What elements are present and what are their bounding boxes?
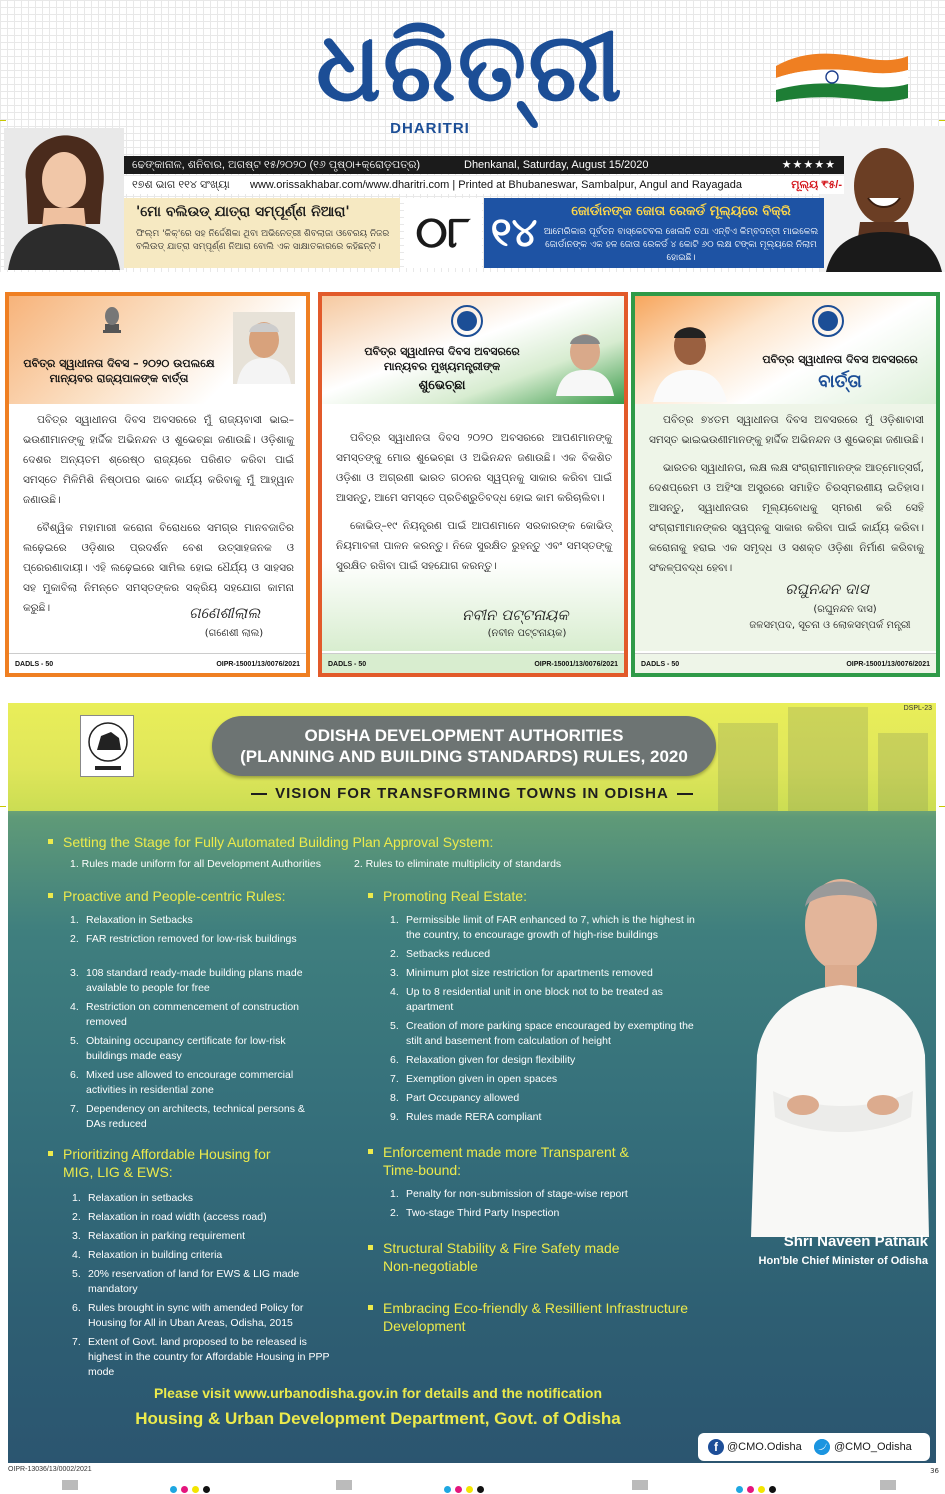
cm-portrait <box>552 326 618 396</box>
bullet-icon <box>368 893 373 898</box>
minister-portrait <box>649 316 731 402</box>
cm-title-caption: Hon'ble Chief Minister of Odisha <box>758 1255 928 1267</box>
registration-bar <box>62 1480 78 1490</box>
cm-message-heading-greeting: ଶୁଭେଚ୍ଛା <box>418 378 466 393</box>
bullet-icon <box>48 839 53 844</box>
odisha-emblem-icon <box>811 304 845 338</box>
dateline <box>124 156 844 174</box>
advert-vision-line <box>200 785 744 802</box>
section-heading-enforcement: Enforcement made more Transparent & Time-bound: <box>368 1143 629 1179</box>
teaser-jordan-body: ଆମେରିକାର ପୂର୍ବତନ ବାସ୍କେଟବଲ ଖେଳାଳି ତଥା ଏନ୍‌ବିଏ କିମ୍ବଦନ୍ତୀ ମାଇକେଲ ଜୋର୍ଡାନଙ୍କ ଏକ ହଳ ଜୋତା ରେକର୍ଡ ୪ କୋଟି ୬୦ ଲକ୍ଷ ଟଙ୍କା ମୂଲ୍ୟରେ ନିଲାମ ହୋଇଛି। <box>543 227 819 263</box>
registration-dots <box>736 1478 780 1490</box>
list-item: 6. Mixed use allowed to encourage commercial activities in residential zone <box>70 1069 294 1096</box>
list-item: 5. 20% reservation of land for EWS & LIG made mandatory <box>72 1268 300 1295</box>
registration-dots <box>170 1478 214 1490</box>
list-item: 6. Rules brought in sync with amended Policy for Housing for All in Uban Areas, Odisha, 2015 <box>72 1302 304 1329</box>
list-item: 4. Up to 8 residential unit in one block not to be treated as apartment <box>390 986 663 1013</box>
list-item: 8. Part Occupancy allowed <box>390 1092 520 1104</box>
websites-print-info: www.orissakhabar.com/www.dharitri.com | Printed at Bhubaneswar, Sambalpur, Angul and Rayagada <box>250 179 743 191</box>
social-handles <box>698 1433 930 1461</box>
independence-day-messages <box>5 292 940 677</box>
minister-message-heading-title: ବାର୍ତ୍ତା <box>818 371 862 392</box>
dateline-english: Dhenkanal, Saturday, August 15/2020 <box>464 159 649 171</box>
odisha-emblem-icon <box>81 716 135 778</box>
odisha-development-advert <box>8 703 936 1463</box>
registration-bar <box>880 1480 896 1490</box>
minister-signature: ରଘୁନନ୍ଦନ ଦାସ <box>785 580 869 598</box>
minister-message <box>631 292 940 677</box>
list-item: 1. Penalty for non-submission of stage-wise report <box>390 1188 628 1200</box>
release-code-right: OIPR-15001/13/0076/2021 <box>216 661 300 668</box>
bullet-icon <box>368 1149 373 1154</box>
odisha-govt-logo <box>80 715 134 777</box>
list-item: 7. Exemption given in open spaces <box>390 1073 558 1085</box>
list-item: 1. Permissible limit of FAR enhanced to 7, which is the highest in the country, to encourage growth of high-rise buildings <box>390 914 695 941</box>
section-heading-proactive: Proactive and People-centric Rules: <box>48 887 286 905</box>
minister-message-para2: ଭାରତର ସ୍ୱାଧୀନତା, ଲକ୍ଷ ଲକ୍ଷ ସଂଗ୍ରାମୀମାନଙ୍କ ଆତ୍ମୋତ୍ସର୍ଗ, ଦେଶପ୍ରେମ ଓ ଅହିଂସା ଅସ୍ତ୍ରରେ ସମାହିତ ଚିରସ୍ମରଣୀୟ ଇତିହାସ। ଆସନ୍ତୁ, ସ୍ୱାଧୀନତାର ମୂଲ୍ୟବୋଧକୁ ସ୍ମରଣ କରି ସେହି ସଂଗ୍ରାମୀମାନଙ୍କର ସ୍ୱପ୍ନକୁ ସାକାର କରିବା ପାଇଁ କାର୍ଯ୍ୟ କରିବା। କରୋନାକୁ ହରାଇ ଏକ ସମୃଦ୍ଧ ଓ ସଶକ୍ତ ଓଡ଼ିଶା ନିର୍ମାଣ କରିବାକୁ ସଂକଳ୍ପବଦ୍ଧ ହେବା। <box>649 462 924 574</box>
bullet-icon <box>368 1305 373 1310</box>
governor-signature: ଗଣେଶୀଲାଲ <box>189 604 261 622</box>
release-code-left: DADLS - 50 <box>328 661 367 668</box>
list-item: 2. Rules to eliminate multiplicity of standards <box>354 858 562 870</box>
section-heading-automation: Setting the Stage for Fully Automated Building Plan Approval System: <box>48 833 493 851</box>
list-item: 2. Setbacks reduced <box>390 948 491 960</box>
dateline-odia: ଢେଙ୍କାନାଳ, ଶନିବାର, ଅଗଷ୍ଟ ୧୫/୨୦୨୦ (୧୬ ପୃଷ୍ଠା+କ୍ରୋଡ଼ପତ୍ର) <box>132 159 421 171</box>
cm-message <box>318 292 628 677</box>
advert-content <box>8 811 936 1463</box>
newspaper-logo-english: DHARITRI <box>390 120 470 137</box>
list-item: 1. Relaxation in Setbacks <box>70 914 193 926</box>
cm-message-para1: ପବିତ୍ର ସ୍ୱାଧୀନତା ଦିବସ ୨୦୨୦ ଅବସରରେ ଆପଣମାନଙ୍କୁ ସମସ୍ତଙ୍କୁ ମୋର ଶୁଭେଚ୍ଛା ଓ ଅଭିନନ୍ଦନ ଜଣାଉଛି। ଏକ ବିକଶିତ ଓଡ଼ିଶା ଓ ଅଗ୍ରଣୀ ଭାରତ ଗଠନର ସ୍ୱପ୍ନକୁ ସାକାର କରିବା ପାଇଁ ଆସନ୍ତୁ, ଆମେ ସମସ୍ତେ ପ୍ରତିଶ୍ରୁତିବଦ୍ଧ ହୋଇ କାମ କରିଚାଲିବା। <box>336 432 612 504</box>
bullet-icon <box>48 1151 53 1156</box>
governor-portrait <box>233 312 295 384</box>
teaser-bollywood-body: ଫିଲ୍ମ 'କିକ୍'ରେ ସହ ନିର୍ଦ୍ଦେଶିକା ଥିବା ଅଭିନେତ୍ରୀ ଶିବଲାଜା ଓବେରୟ ନିଜର ବଲିଉଡ୍ ଯାତ୍ରା ସମ୍ପୂର୍ଣ୍ଣ ନିଆରା ବୋଲି ଏକ ସାକ୍ଷାତକାରରେ କହିଛନ୍ତି। <box>136 229 390 252</box>
list-item: 2. Two-stage Third Party Inspection <box>390 1207 560 1219</box>
list-item: 4. Restriction on commencement of construction removed <box>70 1001 300 1028</box>
teaser-bollywood[interactable] <box>124 198 400 268</box>
page-number: 36 <box>930 1467 939 1475</box>
list-item: 5. Creation of more parking space encouraged by exempting the stilt and basement from calculation of height <box>390 1020 694 1047</box>
list-item: 1. Relaxation in setbacks <box>72 1192 194 1204</box>
list-item: 9. Rules made RERA compliant <box>390 1111 542 1123</box>
section-heading-real-estate: Promoting Real Estate: <box>368 887 527 905</box>
newspaper-logo: ଧରିତ୍ରୀ <box>316 11 624 123</box>
advert-department: Housing & Urban Development Department, Govt. of Odisha <box>135 1409 621 1428</box>
crop-mark <box>939 120 945 121</box>
cm-message-body <box>336 428 612 584</box>
bullet-icon <box>368 1245 373 1250</box>
release-code-left: DADLS - 50 <box>15 661 54 668</box>
facebook-handle[interactable]: @CMO.Odisha <box>727 1441 802 1453</box>
minister-message-heading: ପବିତ୍ର ସ୍ୱାଧୀନତା ଦିବସ ଅବସରରେ <box>762 353 918 366</box>
advert-title-banner <box>212 716 716 776</box>
minister-name: (ରଘୁନନ୍ଦନ ଦାସ) <box>813 604 877 615</box>
issue-number: ୧୭ଶ ଭାଗ ୧୧୪ ସଂଖ୍ୟା <box>132 179 230 191</box>
list-item: 4. Relaxation in building criteria <box>72 1249 223 1261</box>
ashoka-emblem-icon <box>101 304 123 336</box>
twitter-handle[interactable]: @CMO_Odisha <box>834 1441 912 1453</box>
odisha-emblem-icon <box>450 304 484 338</box>
chief-minister-photo <box>743 855 933 1237</box>
advert-title-line1: ODISHA DEVELOPMENT AUTHORITIES <box>304 726 624 745</box>
cm-message-para2: କୋଭିଡ୍–୧୯ ନିୟନ୍ତ୍ରଣ ପାଇଁ ଆପଣମାନେ ସରକାରଙ୍କ କୋଭିଡ୍ ନିୟମାବଳୀ ପାଳନ କରନ୍ତୁ। ନିଜେ ସୁରକ୍ଷିତ ରୁହନ୍ତୁ ଏବଂ ସମସ୍ତଙ୍କୁ ସୁରକ୍ଷିତ ରଖିବା ପାଇଁ ସହଯୋଗ କରନ୍ତୁ। <box>336 520 612 572</box>
section-heading-structural: Structural Stability & Fire Safety made Non-negotiable <box>368 1239 620 1275</box>
cm-name-caption: Shri Naveen Patnaik <box>783 1233 928 1250</box>
list-item: 5. Obtaining occupancy certificate for low-risk buildings made easy <box>70 1035 286 1062</box>
governor-message-body <box>23 410 294 626</box>
advert-title-line2: (PLANNING AND BUILDING STANDARDS) RULES, 2020 <box>240 747 688 766</box>
governor-message <box>5 292 310 677</box>
release-code-right: OIPR-15001/13/0076/2021 <box>534 661 618 668</box>
price-tag: ମୂଲ୍ୟ ₹୫/- <box>791 179 842 191</box>
actress-photo <box>4 128 124 270</box>
registration-bar <box>632 1480 648 1490</box>
crop-mark <box>0 806 6 807</box>
list-item: 3. 108 standard ready-made building plans made available to people for free <box>70 967 303 994</box>
list-item: 2. FAR restriction removed for low-risk buildings <box>70 933 297 945</box>
advert-visit-link[interactable]: Please visit www.urbanodisha.gov.in for details and the notification <box>153 1385 603 1401</box>
governor-message-para2: ବୈଶ୍ୱିକ ମହାମାରୀ କରୋନା ବିରୋଧରେ ସମଗ୍ର ମାନବଜାତିର ଲଢ଼େଇରେ ଓଡ଼ିଶାର ପ୍ରଦର୍ଶନ ବେଶ ଉତ୍ସାହଜନକ ଓ ପ୍ରେରଣାଦାୟୀ। ଏହି ଲଢ଼େଇରେ ସାମିଲ ହୋଇ ଧୈର୍ଯ୍ୟ ଓ ସାହସର ସହ ମୁକାବିଲା ନିମନ୍ତେ ସମସ୍ତଙ୍କର ସକ୍ରିୟ ସହଯୋଗ କାମନା କରୁଛି। <box>23 522 294 614</box>
edition-stars: ★★★★★ <box>781 159 836 171</box>
release-code-left: DADLS - 50 <box>641 661 680 668</box>
minister-message-body <box>649 410 924 586</box>
section-heading-affordable-housing: Prioritizing Affordable Housing for MIG, LIG & EWS: <box>48 1145 271 1181</box>
governor-message-para1: ପବିତ୍ର ସ୍ୱାଧୀନତା ଦିବସ ଅବସରରେ ମୁଁ ରାଜ୍ୟବାସୀ ଭାଇ–ଭଉଣୀମାନଙ୍କୁ ହାର୍ଦ୍ଦିକ ଅଭିନନ୍ଦନ ଓ ଶୁଭେଚ୍ଛା ଜଣାଉଛି। ଓଡ଼ିଶାକୁ ଦେଶର ଅନ୍ୟତମ ଶ୍ରେଷ୍ଠ ରାଜ୍ୟରେ ପରିଣତ କରିବା ପାଇଁ ସମସ୍ତେ ମିଳିମିଶି ନିଷ୍ଠାପର ଭାବେ କାର୍ଯ୍ୟ କରିବାକୁ ମୁଁ ଆହ୍ୱାନ ଜଣାଉଛି। <box>23 414 294 506</box>
list-item: 3. Minimum plot size restriction for apartments removed <box>390 967 653 979</box>
advert-vision-text: VISION FOR TRANSFORMING TOWNS IN ODISHA <box>275 785 669 802</box>
twitter-icon[interactable] <box>814 1439 830 1455</box>
cm-name: (ନବୀନ ପଟ୍ଟନାୟକ) <box>487 628 567 639</box>
list-item: 7. Extent of Govt. land proposed to be released is highest in the country for Affordable Housing in PPP mode <box>72 1336 330 1378</box>
cm-message-heading: ପବିତ୍ର ସ୍ୱାଧୀନତା ଦିବସ ଅବସରରେ ମାନ୍ୟବର ମୁଖ୍ୟମନ୍ତ୍ରୀଙ୍କ <box>364 345 520 373</box>
bullet-icon <box>48 893 53 898</box>
flag-graphic-icon <box>774 48 910 104</box>
list-item: 7. Dependency on architects, technical persons & DAs reduced <box>70 1103 305 1130</box>
governor-message-heading: ପବିତ୍ର ସ୍ୱାଧୀନତା ଦିବସ – ୨୦୨୦ ଉପଲକ୍ଷେ ମାନ୍ୟବର ରାଜ୍ୟପାଳଙ୍କ ବାର୍ତ୍ତା <box>23 357 215 385</box>
minister-role: ଜଳସମ୍ପଦ, ସୂଚନା ଓ ଲୋକସମ୍ପର୍କ ମନ୍ତ୍ରୀ <box>749 620 911 631</box>
section-heading-eco-friendly: Embracing Eco-friendly & Resillient Infrastructure Development <box>368 1299 688 1335</box>
crop-mark <box>0 120 6 121</box>
advert-release-code: OIPR-13036/13/0002/2021 <box>8 1466 92 1473</box>
teaser-jordan[interactable] <box>484 198 824 268</box>
info-line <box>124 176 844 194</box>
teaser-jordan-title: ଜୋର୍ଡାନଙ୍କ ଜୋତା ରେକର୍ଡ ମୂଲ୍ୟରେ ବିକ୍ରି <box>571 204 791 219</box>
minister-message-para1: ପବିତ୍ର ୭୪ତମ ସ୍ୱାଧୀନତା ଦିବସ ଅବସରରେ ମୁଁ ଓଡ଼ିଶାବାସୀ ସମସ୍ତ ଭାଇଭଉଣୀମାନଙ୍କୁ ହାର୍ଦ୍ଦିକ ଅଭିନନ୍ଦନ ଓ ଶୁଭେଚ୍ଛା ଜଣାଉଛି। <box>649 414 924 446</box>
jordan-photo <box>820 126 945 272</box>
list-item: 1. Rules made uniform for all Development Authorities <box>70 858 321 870</box>
teaser-jordan-page-number: ୧୪ <box>490 210 538 256</box>
registration-bar <box>336 1480 352 1490</box>
masthead <box>0 0 945 272</box>
governor-name: (ଗଣେଶୀ ଲାଲ) <box>204 628 264 639</box>
list-item: 3. Relaxation in parking requirement <box>72 1230 246 1242</box>
teaser-bollywood-title: 'ମୋ ବଲିଉଡ୍ ଯାତ୍ରା ସମ୍ପୂର୍ଣ୍ଣ ନିଆରା' <box>136 204 350 220</box>
advert-code: DSPL-23 <box>903 705 932 712</box>
release-code-right: OIPR-15001/13/0076/2021 <box>846 661 930 668</box>
facebook-icon[interactable]: f <box>708 1439 724 1455</box>
crop-mark <box>939 806 945 807</box>
list-item: 2. Relaxation in road width (access road) <box>72 1211 267 1223</box>
registration-dots <box>444 1478 488 1490</box>
list-item: 6. Relaxation given for design flexibility <box>390 1054 576 1066</box>
teaser-page-number: ୦୮ <box>404 198 482 268</box>
cm-signature: ନବୀନ ପଟ୍ଟନାୟକ <box>462 606 569 624</box>
